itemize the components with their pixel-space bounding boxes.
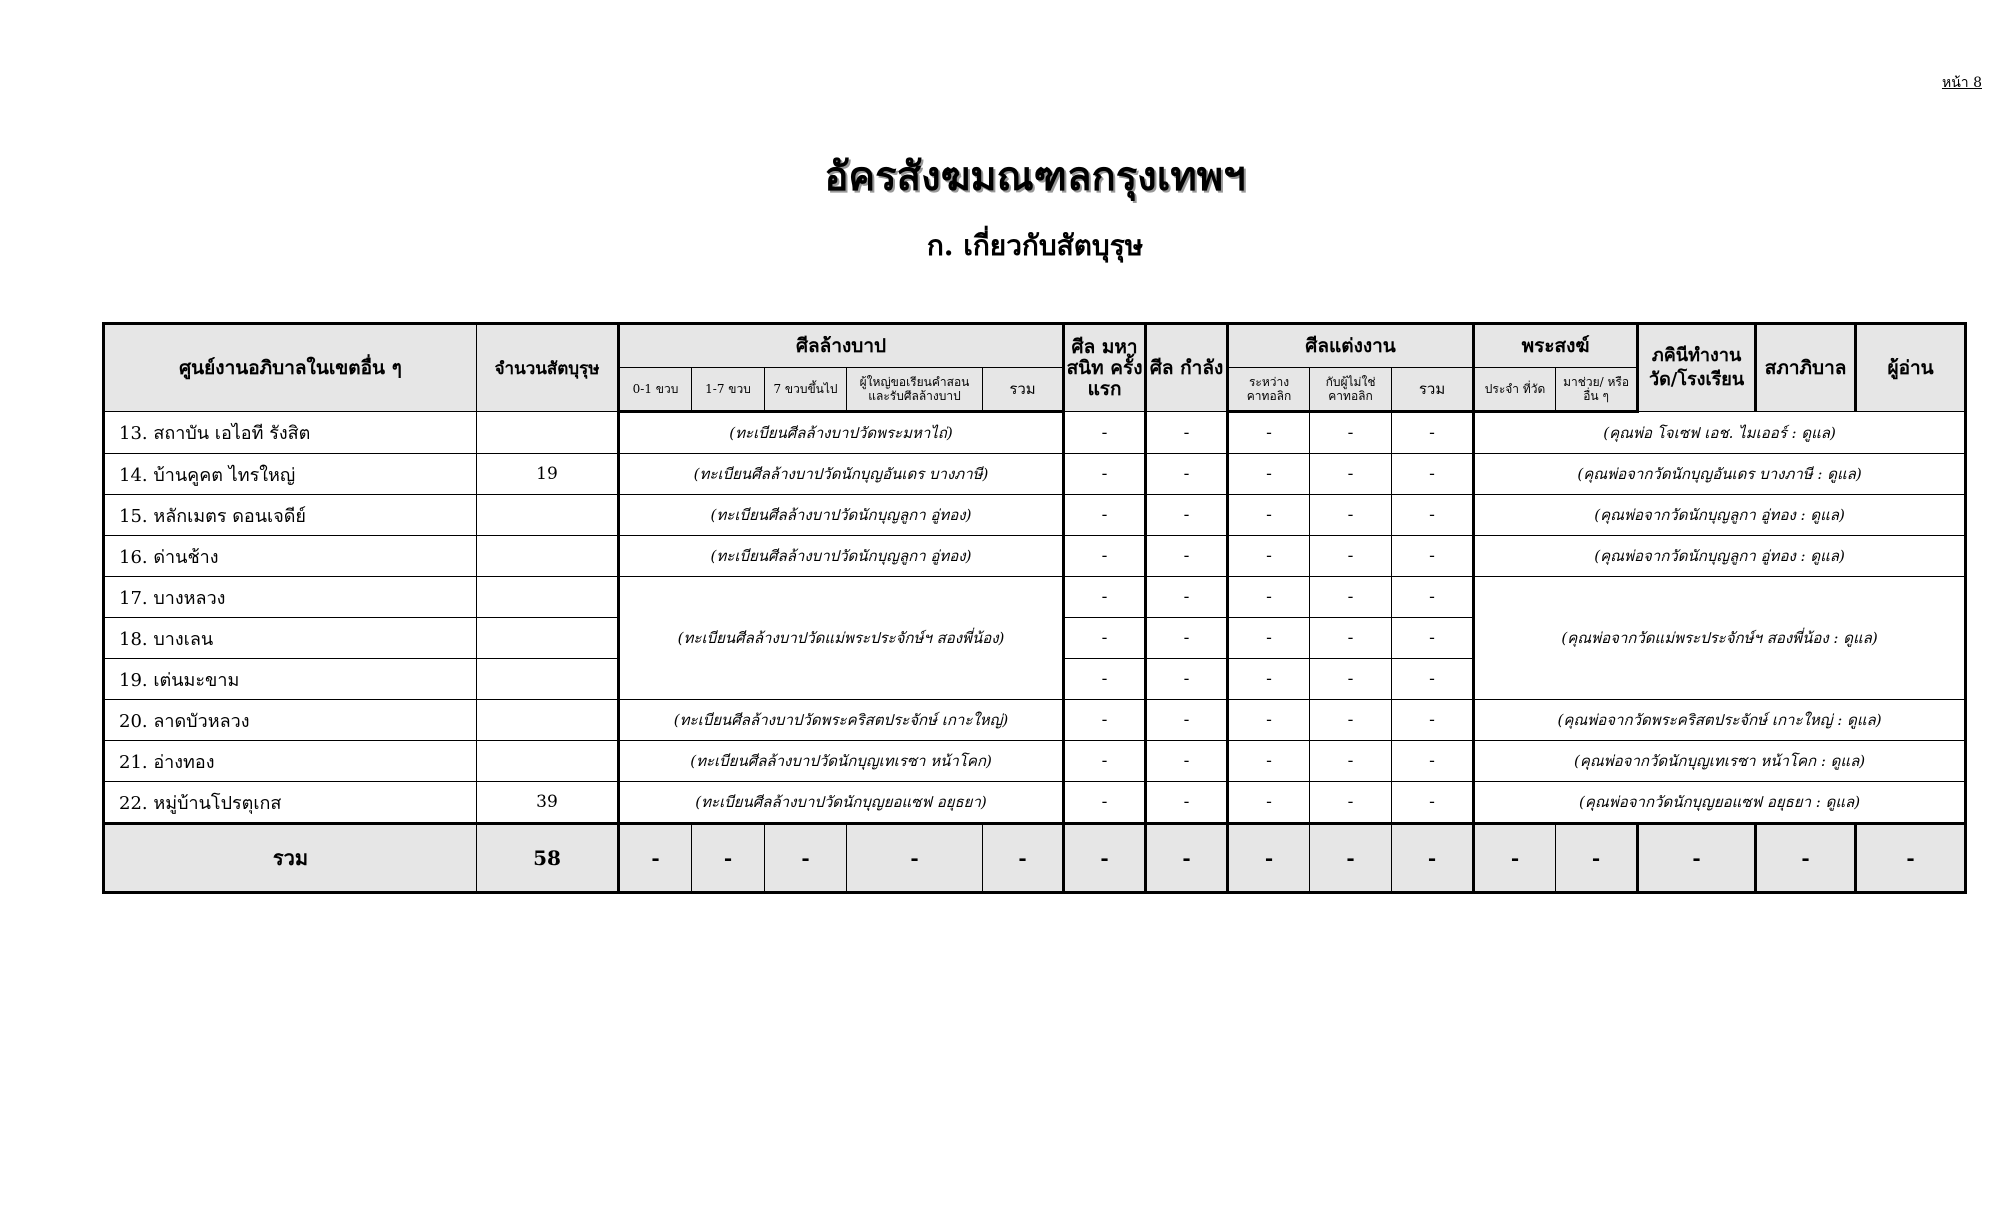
confirmation-value: - [1146, 577, 1228, 618]
confirmation-value: - [1146, 412, 1228, 454]
center-name: 18. บางเลน [104, 618, 477, 659]
marriage-mixed-value: - [1310, 782, 1392, 824]
total-cell: - [1392, 824, 1474, 893]
total-count: 58 [477, 824, 619, 893]
header-priests: พระสงฆ์ [1474, 324, 1638, 368]
member-count [477, 618, 619, 659]
marriage-catholic-value: - [1228, 577, 1310, 618]
center-name: 16. ด่านช้าง [104, 536, 477, 577]
center-name: 20. ลาดบัวหลวง [104, 700, 477, 741]
confirmation-value: - [1146, 700, 1228, 741]
confirmation-value: - [1146, 741, 1228, 782]
communion-value: - [1064, 495, 1146, 536]
header-priests-visiting: มาช่วย/ หรืออื่น ๆ [1556, 368, 1638, 412]
page-number: หน้า 8 [1941, 75, 1982, 91]
marriage-total-value: - [1392, 618, 1474, 659]
header-marriage-catholic: ระหว่าง คาทอลิก [1228, 368, 1310, 412]
table-row [104, 782, 1966, 824]
center-name: 22. หมู่บ้านโปรตุเกส [104, 782, 477, 824]
baptism-note: (ทะเบียนศีลล้างบาปวัดนักบุญลูกา อู่ทอง) [619, 536, 1064, 577]
baptism-note: (ทะเบียนศีลล้างบาปวัดนักบุญอันเดร บางภาษี) [619, 454, 1064, 495]
total-cell: - [1556, 824, 1638, 893]
member-count [477, 700, 619, 741]
care-note: (คุณพ่อจากวัดนักบุญยอแซฟ อยุธยา : ดูแล) [1474, 782, 1966, 824]
marriage-total-value: - [1392, 577, 1474, 618]
marriage-total-value: - [1392, 412, 1474, 454]
header-marriage-mixed: กับผู้ไม่ใช่ คาทอลิก [1310, 368, 1392, 412]
total-cell: - [983, 824, 1064, 893]
marriage-mixed-value: - [1310, 700, 1392, 741]
marriage-total-value: - [1392, 536, 1474, 577]
confirmation-value: - [1146, 782, 1228, 824]
marriage-catholic-value: - [1228, 454, 1310, 495]
marriage-mixed-value: - [1310, 618, 1392, 659]
confirmation-value: - [1146, 454, 1228, 495]
marriage-mixed-value: - [1310, 577, 1392, 618]
marriage-catholic-value: - [1228, 536, 1310, 577]
table-row [104, 741, 1966, 782]
confirmation-value: - [1146, 618, 1228, 659]
member-count [477, 536, 619, 577]
header-baptism-0-1: 0-1 ขวบ [619, 368, 692, 412]
marriage-catholic-value: - [1228, 700, 1310, 741]
total-cell: - [847, 824, 983, 893]
header-baptism-adult: ผู้ใหญ่ขอเรียนคำสอน และรับศีลล้างบาป [847, 368, 983, 412]
marriage-total-value: - [1392, 700, 1474, 741]
total-cell: - [1064, 824, 1146, 893]
member-count [477, 741, 619, 782]
member-count [477, 659, 619, 700]
header-reader: ผู้อ่าน [1856, 324, 1966, 412]
care-note: (คุณพ่อจากวัดนักบุญอันเดร บางภาษี : ดูแล) [1474, 454, 1966, 495]
table-row [104, 454, 1966, 495]
care-note: (คุณพ่อจากวัดนักบุญลูกา อู่ทอง : ดูแล) [1474, 495, 1966, 536]
total-cell: - [1756, 824, 1856, 893]
table-row [104, 700, 1966, 741]
care-note: (คุณพ่อจากวัดแม่พระประจักษ์ฯ สองพี่น้อง : ดูแล) [1474, 577, 1966, 700]
table-row [104, 536, 1966, 577]
communion-value: - [1064, 412, 1146, 454]
communion-value: - [1064, 536, 1146, 577]
marriage-mixed-value: - [1310, 741, 1392, 782]
care-note: (คุณพ่อจากวัดนักบุญเทเรซา หน้าโคก : ดูแล) [1474, 741, 1966, 782]
marriage-catholic-value: - [1228, 782, 1310, 824]
total-cell: - [1310, 824, 1392, 893]
communion-value: - [1064, 659, 1146, 700]
total-cell: - [692, 824, 765, 893]
communion-value: - [1064, 618, 1146, 659]
baptism-note: (ทะเบียนศีลล้างบาปวัดนักบุญยอแซฟ อยุธยา) [619, 782, 1064, 824]
total-cell: - [1146, 824, 1228, 893]
marriage-mixed-value: - [1310, 412, 1392, 454]
marriage-catholic-value: - [1228, 618, 1310, 659]
center-name: 14. บ้านคูคต ไทรใหญ่ [104, 454, 477, 495]
marriage-catholic-value: - [1228, 659, 1310, 700]
table-row [104, 495, 1966, 536]
baptism-note: (ทะเบียนศีลล้างบาปวัดพระคริสตประจักษ์ เกาะใหญ่) [619, 700, 1064, 741]
header-priests-resident: ประจำ ที่วัด [1474, 368, 1556, 412]
center-name: 19. เต่นมะขาม [104, 659, 477, 700]
care-note: (คุณพ่อจากวัดพระคริสตประจักษ์ เกาะใหญ่ : ดูแล) [1474, 700, 1966, 741]
table-row [104, 577, 1966, 618]
baptism-note: (ทะเบียนศีลล้างบาปวัดแม่พระประจักษ์ฯ สองพี่น้อง) [619, 577, 1064, 700]
confirmation-value: - [1146, 659, 1228, 700]
marriage-mixed-value: - [1310, 495, 1392, 536]
marriage-catholic-value: - [1228, 412, 1310, 454]
center-name: 13. สถาบัน เอไอที รังสิต [104, 412, 477, 454]
total-cell: - [1228, 824, 1310, 893]
marriage-catholic-value: - [1228, 495, 1310, 536]
care-note: (คุณพ่อจากวัดนักบุญลูกา อู่ทอง : ดูแล) [1474, 536, 1966, 577]
confirmation-value: - [1146, 536, 1228, 577]
header-baptism-total: รวม [983, 368, 1064, 412]
header-baptism: ศีลล้างบาป [619, 324, 1064, 368]
member-count [477, 577, 619, 618]
header-sisters: ภคินีทำงาน วัด/โรงเรียน [1638, 324, 1756, 412]
center-name: 17. บางหลวง [104, 577, 477, 618]
communion-value: - [1064, 577, 1146, 618]
communion-value: - [1064, 782, 1146, 824]
header-confirmation: ศีล กำลัง [1146, 324, 1228, 412]
communion-value: - [1064, 741, 1146, 782]
confirmation-value: - [1146, 495, 1228, 536]
header-marriage-total: รวม [1392, 368, 1474, 412]
communion-value: - [1064, 454, 1146, 495]
marriage-total-value: - [1392, 741, 1474, 782]
header-baptism-7-plus: 7 ขวบขึ้นไป [765, 368, 847, 412]
baptism-note: (ทะเบียนศีลล้างบาปวัดนักบุญเทเรซา หน้าโคก) [619, 741, 1064, 782]
marriage-mixed-value: - [1310, 454, 1392, 495]
header-marriage: ศีลแต่งงาน [1228, 324, 1474, 368]
baptism-note: (ทะเบียนศีลล้างบาปวัดนักบุญลูกา อู่ทอง) [619, 495, 1064, 536]
communion-value: - [1064, 700, 1146, 741]
total-cell: - [1474, 824, 1556, 893]
total-label: รวม [104, 824, 477, 893]
header-center: ศูนย์งานอภิบาลในเขตอื่น ๆ [104, 324, 477, 412]
member-count: 19 [477, 454, 619, 495]
member-count: 39 [477, 782, 619, 824]
header-baptism-1-7: 1-7 ขวบ [692, 368, 765, 412]
baptism-note: (ทะเบียนศีลล้างบาปวัดพระมหาไถ่) [619, 412, 1064, 454]
header-communion: ศีล มหาสนิท ครั้งแรก [1064, 324, 1146, 412]
member-count [477, 412, 619, 454]
marriage-catholic-value: - [1228, 741, 1310, 782]
marriage-total-value: - [1392, 659, 1474, 700]
member-count [477, 495, 619, 536]
total-cell: - [619, 824, 692, 893]
statistics-table [102, 322, 1967, 894]
header-count: จำนวนสัตบุรุษ [477, 324, 619, 412]
marriage-mixed-value: - [1310, 536, 1392, 577]
marriage-mixed-value: - [1310, 659, 1392, 700]
header-council: สภาภิบาล [1756, 324, 1856, 412]
center-name: 15. หลักเมตร ดอนเจดีย์ [104, 495, 477, 536]
marriage-total-value: - [1392, 454, 1474, 495]
care-note: (คุณพ่อ โจเซฟ เอช. ไมเออร์ : ดูแล) [1474, 412, 1966, 454]
page-title: อัครสังฆมณฑลกรุงเทพฯ [824, 153, 1246, 200]
marriage-total-value: - [1392, 782, 1474, 824]
total-cell: - [765, 824, 847, 893]
total-row [104, 824, 1966, 893]
table-row [104, 412, 1966, 454]
total-cell: - [1856, 824, 1966, 893]
page-subtitle: ก. เกี่ยวกับสัตบุรุษ [926, 229, 1144, 262]
marriage-total-value: - [1392, 495, 1474, 536]
total-cell: - [1638, 824, 1756, 893]
center-name: 21. อ่างทอง [104, 741, 477, 782]
